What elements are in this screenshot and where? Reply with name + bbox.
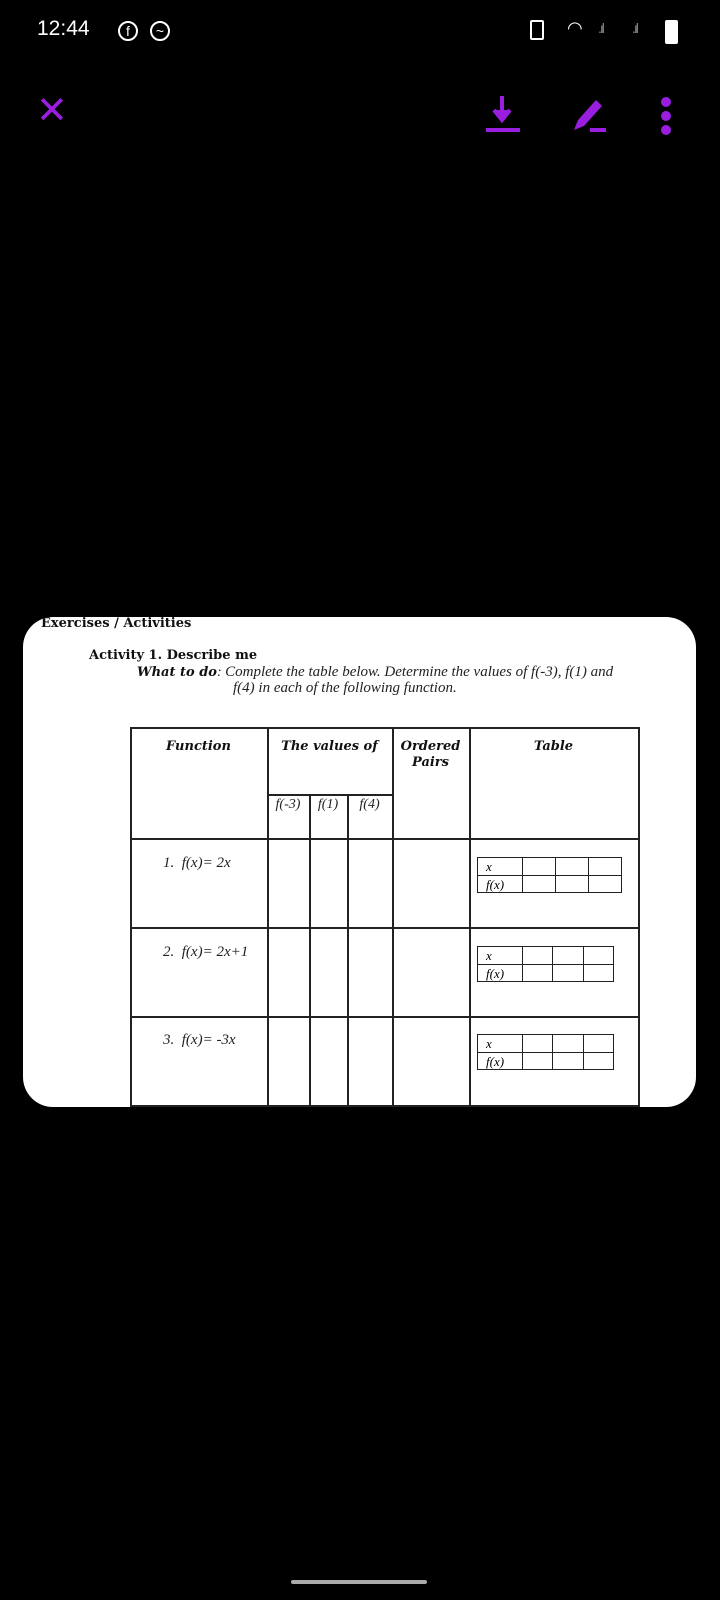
header-pairs: Pairs — [412, 755, 449, 770]
wifi-icon: ◠ — [567, 18, 583, 38]
function-row-1: 1. f(x)= 2x — [163, 855, 231, 871]
xy-table-row-2 — [477, 946, 614, 982]
function-row-3: 3. f(x)= -3x — [163, 1032, 236, 1048]
function-row-2: 2. f(x)= 2x+1 — [163, 944, 249, 960]
subheader-f-4: f(4) — [359, 797, 380, 812]
header-values-of: The values of — [281, 739, 378, 754]
fx-label: f(x) — [478, 876, 523, 893]
facebook-icon: f — [118, 21, 138, 41]
what-to-do-label: What to do — [137, 665, 217, 680]
header-function: Function — [166, 739, 231, 754]
close-icon[interactable]: ✕ — [36, 90, 68, 132]
subheader-f-neg3: f(-3) — [275, 797, 301, 812]
more-icon[interactable] — [660, 96, 672, 136]
vibrate-icon — [530, 20, 544, 40]
x-label: x — [478, 947, 523, 964]
document-page: Exercises / Activities Activity 1. Describe me What to do: Complete the table below. Determine the values of f(-3), f(1) and f(4) in each of the following function. Function The values of Ordered Pairs Table f(-3) f(1) f(4) 1. f(x)= 2x 2. f(x)= 2x+1 3. f(x)= -3x x f(x) x f(x) x f(x) — [23, 617, 696, 1107]
activity-title: Activity 1. Describe me — [89, 648, 258, 663]
home-indicator[interactable] — [291, 1580, 427, 1584]
signal-icon: .ıl — [632, 20, 637, 36]
instruction-line-1: Complete the table below. Determine the values of f(-3), f(1) and — [225, 664, 614, 680]
fx-label: f(x) — [478, 965, 523, 982]
instruction-line-2: f(4) in each of the following function. — [233, 680, 457, 696]
header-ordered: Ordered — [400, 739, 461, 754]
section-title: Exercises / Activities — [41, 617, 192, 631]
xy-table-row-1 — [477, 857, 622, 893]
header-table: Table — [533, 739, 574, 754]
edit-icon[interactable] — [570, 94, 608, 134]
messenger-icon: ~ — [150, 21, 170, 41]
x-label: x — [478, 1035, 523, 1052]
battery-icon — [665, 20, 678, 44]
subheader-f-1: f(1) — [317, 797, 339, 812]
status-time: 12:44 — [37, 17, 90, 40]
fx-label: f(x) — [478, 1053, 523, 1070]
download-icon[interactable] — [484, 94, 520, 134]
x-label: x — [478, 858, 523, 875]
xy-table-row-3 — [477, 1034, 614, 1070]
signal-icon: .ıl — [598, 20, 603, 36]
